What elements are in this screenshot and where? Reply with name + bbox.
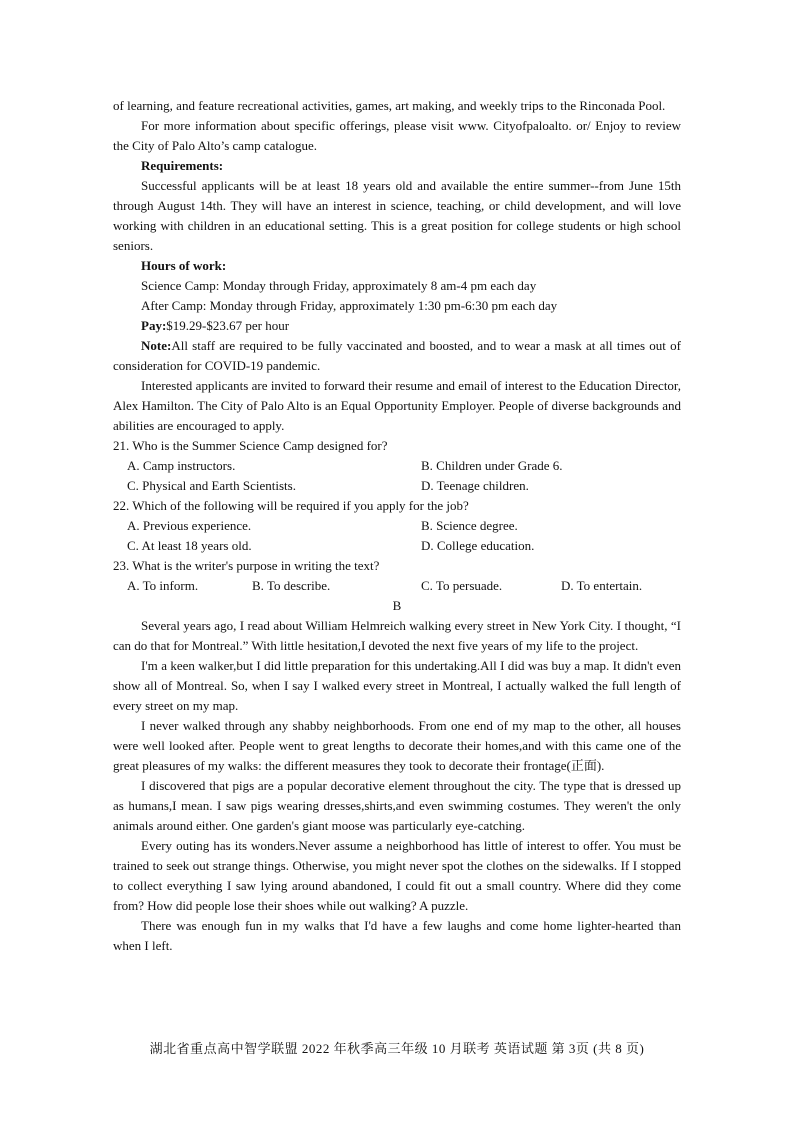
option-c: C. Physical and Earth Scientists. — [127, 478, 296, 493]
passage-b-paragraph: I discovered that pigs are a popular decorative element throughout the city. The type that is dressed up as humans,I mean. I saw pigs wearing dresses,shirts,and even swimming costumes. They weren't the only animals around either. One garden's giant moose was particularly eye-catching. — [113, 778, 681, 833]
option-c: C. At least 18 years old. — [127, 538, 252, 553]
note-heading: Note: — [141, 338, 172, 353]
option-d: D. Teenage children. — [421, 478, 529, 493]
note-line — [113, 336, 681, 376]
option-a: A. Previous experience. — [127, 518, 252, 533]
passage-b-paragraph: I'm a keen walker,but I did little preparation for this undertaking.All I did was buy a map. It didn't even show all of Montreal. So, when I say I walked every street in Montreal, I actually walked the full length of every street on my map. — [113, 658, 681, 713]
requirements-body: Successful applicants will be at least 18 years old and available the entire summer--from June 15th through August 14th. They will have an interest in science, teaching, or child development, and will love working with children in an educational setting. This is a great position for college students or high school seniors. — [113, 178, 681, 253]
passage-b-paragraph: Every outing has its wonders.Never assume a neighborhood has little of interest to offer. You must be trained to seek out strange things. Otherwise, you might never spot the clothes on the sidewalks. If I stopped to collect everything I saw lying around abandoned, I could fit out a small country. Where did they come from? How did people lose their shoes while out walking? A puzzle. — [113, 838, 681, 913]
requirements-heading: Requirements: — [141, 158, 224, 173]
passage-b-paragraph: There was enough fun in my walks that I'd have a few laughs and come home lighter-hearted than when I left. — [113, 918, 681, 953]
note-body: All staff are required to be fully vaccinated and boosted, and to wear a mask at all times out of consideration for COVID-19 pandemic. — [113, 338, 681, 373]
question-stem: 23. What is the writer's purpose in writing the text? — [113, 558, 380, 573]
question-options — [113, 516, 681, 556]
after-camp-hours: After Camp: Monday through Friday, approximately 1:30 pm-6:30 pm each day — [141, 298, 558, 313]
option-c: C. To persuade. — [421, 578, 503, 593]
passage-b-paragraph: Several years ago, I read about William Helmreich walking every street in New York City. I thought, “I can do that for Montreal.” With little hesitation,I devoted the next five years of my life to the project. — [113, 618, 681, 653]
question-23 — [113, 556, 681, 596]
passage-b-paragraph: I never walked through any shabby neighborhoods. From one end of my map to the other, all houses were well looked after. People went to great lengths to decorate their homes,and with this came one of the great pleasures of my walks: the different measures they took to decorate their frontage(正面). — [113, 718, 681, 773]
passage-a-paragraph: For more information about specific offerings, please visit www. Cityofpaloalto. or/ Enjoy to review the City of Palo Alto’s camp catalogue. — [113, 118, 681, 153]
option-d: D. To entertain. — [561, 578, 643, 593]
pay-line — [113, 316, 681, 336]
hours-heading: Hours of work: — [141, 258, 227, 273]
question-21 — [113, 436, 681, 496]
option-a: A. To inform. — [127, 578, 199, 593]
question-22 — [113, 496, 681, 556]
option-b: B. Science degree. — [421, 518, 518, 533]
page-footer: 湖北省重点高中智学联盟 2022 年秋季高三年级 10 月联考 英语试题 第 3页 (共 8 页) — [149, 1041, 645, 1056]
pay-body: $19.29-$23.67 per hour — [166, 318, 290, 333]
pay-heading: Pay: — [141, 318, 167, 333]
section-b-label: B — [392, 598, 402, 613]
question-stem: 22. Which of the following will be required if you apply for the job? — [113, 498, 469, 513]
option-b: B. Children under Grade 6. — [421, 458, 563, 473]
option-d: D. College education. — [421, 538, 535, 553]
question-options — [113, 576, 681, 596]
option-b: B. To describe. — [252, 578, 331, 593]
question-options — [113, 456, 681, 496]
apply-paragraph: Interested applicants are invited to forward their resume and email of interest to the Education Director, Alex Hamilton. The City of Palo Alto is an Equal Opportunity Employer. People of diverse backgrounds and abilities are encouraged to apply. — [113, 378, 681, 433]
science-camp-hours: Science Camp: Monday through Friday, approximately 8 am-4 pm each day — [141, 278, 537, 293]
exam-page — [113, 96, 681, 956]
question-stem: 21. Who is the Summer Science Camp designed for? — [113, 438, 388, 453]
option-a: A. Camp instructors. — [127, 458, 236, 473]
passage-a-paragraph: of learning, and feature recreational activities, games, art making, and weekly trips to the Rinconada Pool. — [113, 98, 666, 113]
